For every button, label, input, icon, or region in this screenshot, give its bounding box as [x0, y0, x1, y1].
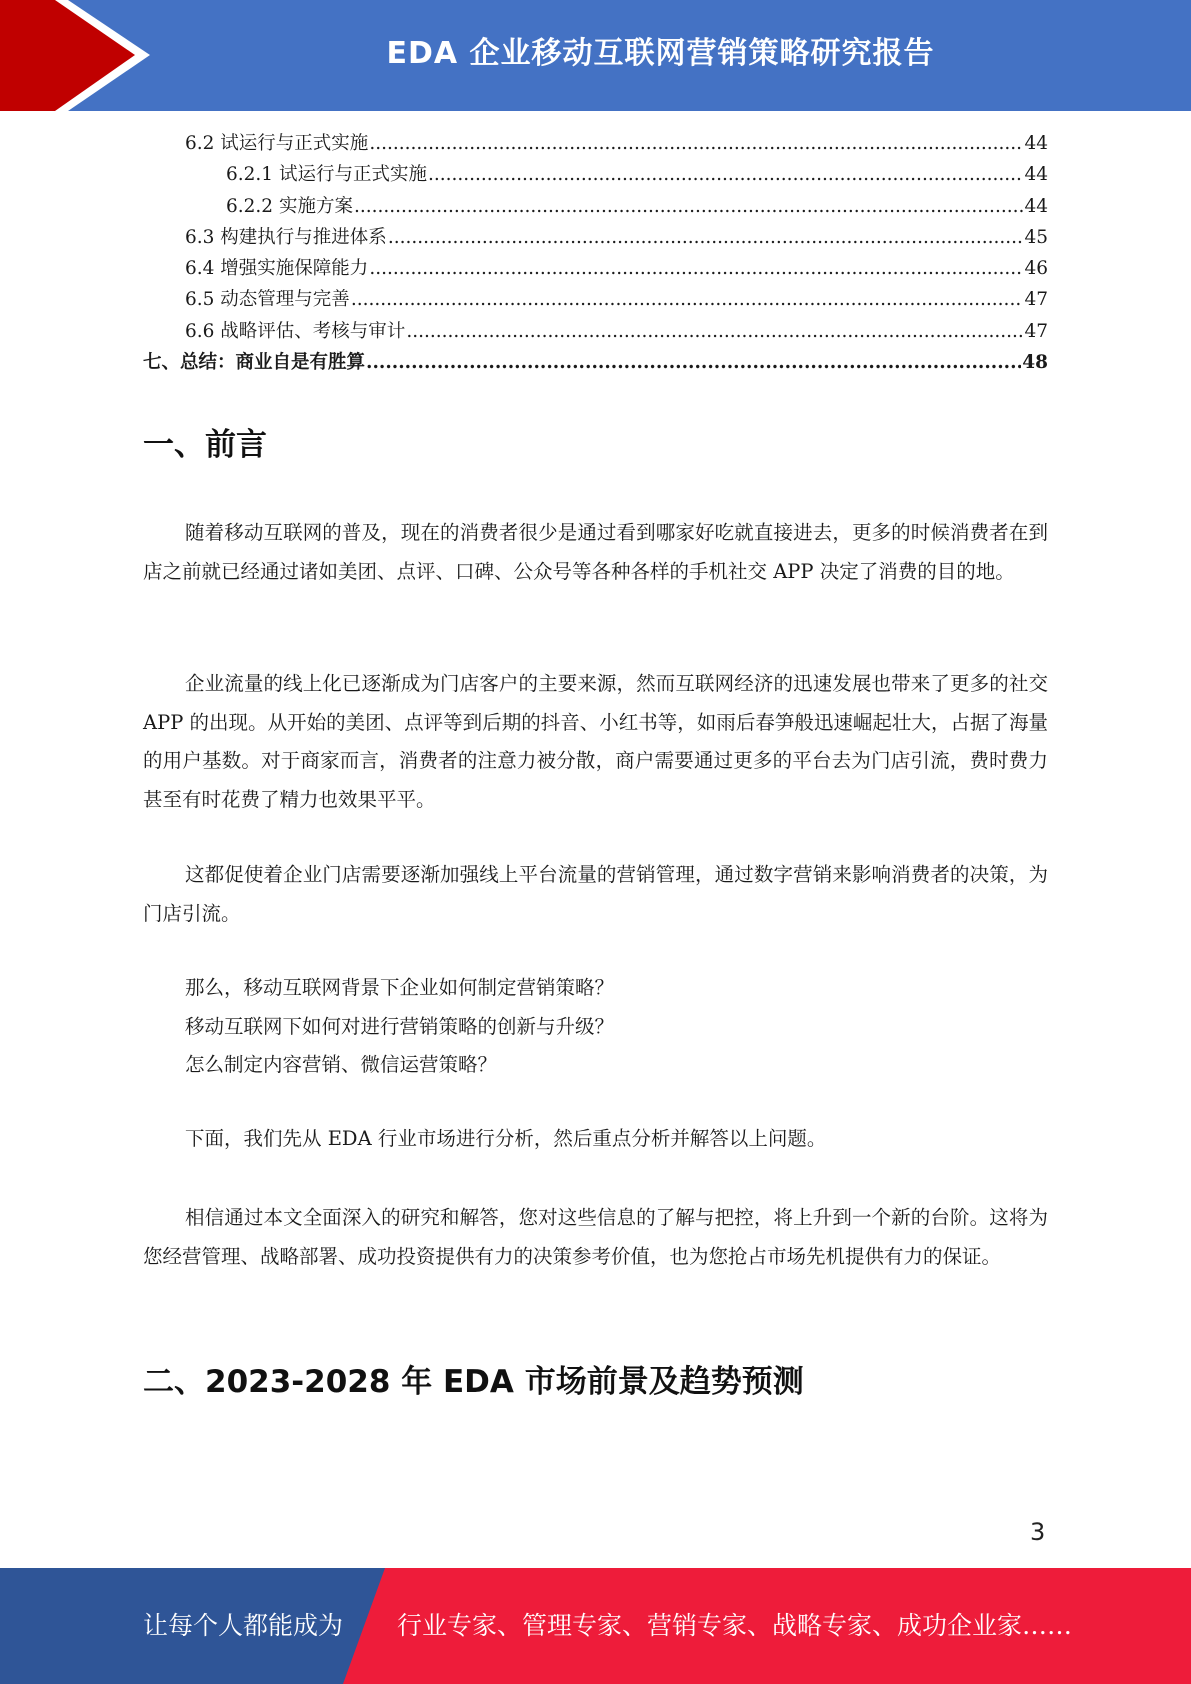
toc-entry[interactable] — [143, 191, 1048, 222]
header-title: EDA 企业移动互联网营销策略研究报告 — [386, 36, 935, 71]
question-line: 那么，移动互联网背景下企业如何制定营销策略？ — [185, 976, 615, 999]
toc-entry-page: 45 — [1024, 226, 1048, 248]
toc-entry[interactable] — [143, 128, 1048, 159]
footer-slogan-right: 行业专家、管理专家、营销专家、战略专家、成功企业家…… — [397, 1611, 1073, 1640]
toc-entry[interactable] — [143, 253, 1048, 284]
body-paragraph: 下面，我们先从 EDA 行业市场进行分析，然后重点分析并解答以上问题。 — [185, 1127, 827, 1150]
toc-entry-label: 6.2 试运行与正式实施 — [185, 133, 369, 154]
toc-entry-page: 44 — [1024, 195, 1048, 217]
toc-entry[interactable] — [143, 316, 1048, 347]
toc-entry-label: 七、总结：商业自是有胜算 — [143, 352, 366, 374]
toc-dot-leader — [369, 128, 1023, 159]
toc-dot-leader — [406, 316, 1023, 347]
toc-entry-label: 6.2.1 试运行与正式实施 — [226, 164, 427, 186]
toc-entry-page: 47 — [1024, 320, 1048, 342]
body-paragraph: 随着移动互联网的普及，现在的消费者很少是通过看到哪家好吃就直接进去，更多的时候消费者在到店之前就已经通过诸如美团、点评、口碑、公众号等各种各样的手机社交 APP 决定了消费的目的地。 — [143, 521, 1048, 583]
question-line: 移动互联网下如何对进行营销策略的创新与升级？ — [185, 1014, 615, 1038]
toc-dot-leader — [388, 222, 1024, 253]
toc-entry-page: 47 — [1024, 289, 1048, 311]
footer-slogan-left: 让每个人都能成为 — [143, 1611, 344, 1640]
body-paragraph: 相信通过本文全面深入的研究和解答，您对这些信息的了解与把控，将上升到一个新的台阶。这将为您经营管理、战略部署、成功投资提供有力的决策参考价值，也为您抢占市场先机提供有力的保证。 — [143, 1206, 1048, 1268]
page-header — [0, 0, 1191, 111]
toc-dot-leader — [369, 253, 1023, 284]
toc-dot-leader — [428, 159, 1023, 190]
body-paragraph: 企业流量的线上化已逐渐成为门店客户的主要来源，然而互联网经济的迅速发展也带来了更多的社交 APP 的出现。从开始的美团、点评等到后期的抖音、小红书等，如雨后春笋般迅速崛起壮大，占据了海量的用户基数。对于商家而言，消费者的注意力被分散，商户需要通过更多的平台去为门店引流，费时费力甚至有时花费了精力也效果平平。 — [143, 672, 1048, 812]
table-of-contents — [143, 128, 1048, 378]
toc-entry[interactable] — [143, 159, 1048, 190]
toc-entry-label: 6.3 构建执行与推进体系 — [185, 226, 387, 248]
toc-entry-page: 44 — [1024, 164, 1048, 186]
toc-entry-label: 6.5 动态管理与完善 — [185, 289, 350, 311]
toc-entry[interactable] — [143, 347, 1048, 378]
toc-entry-label: 6.4 增强实施保障能力 — [185, 258, 369, 280]
question-list — [143, 969, 1048, 1085]
section-heading: 二、2023-2028 年 EDA 市场前景及趋势预测 — [143, 1364, 804, 1400]
toc-entry[interactable] — [143, 222, 1048, 253]
toc-entry-label: 6.6 战略评估、考核与审计 — [185, 320, 406, 342]
toc-dot-leader — [351, 284, 1024, 315]
toc-dot-leader — [354, 191, 1024, 222]
toc-dot-leader — [366, 347, 1021, 378]
page-footer — [0, 1568, 1191, 1684]
toc-entry-page: 44 — [1024, 133, 1048, 154]
body-paragraph: 这都促使着企业门店需要逐渐加强线上平台流量的营销管理，通过数字营销来影响消费者的决策，为门店引流。 — [143, 863, 1048, 925]
toc-entry[interactable] — [143, 284, 1048, 315]
section-heading: 一、前言 — [143, 427, 267, 463]
page-number: 3 — [1030, 1518, 1046, 1546]
toc-entry-label: 6.2.2 实施方案 — [226, 195, 353, 217]
toc-entry-page: 46 — [1024, 258, 1048, 280]
toc-entry-page: 48 — [1022, 352, 1048, 374]
question-line: 怎么制定内容营销、微信运营策略？ — [185, 1053, 498, 1077]
